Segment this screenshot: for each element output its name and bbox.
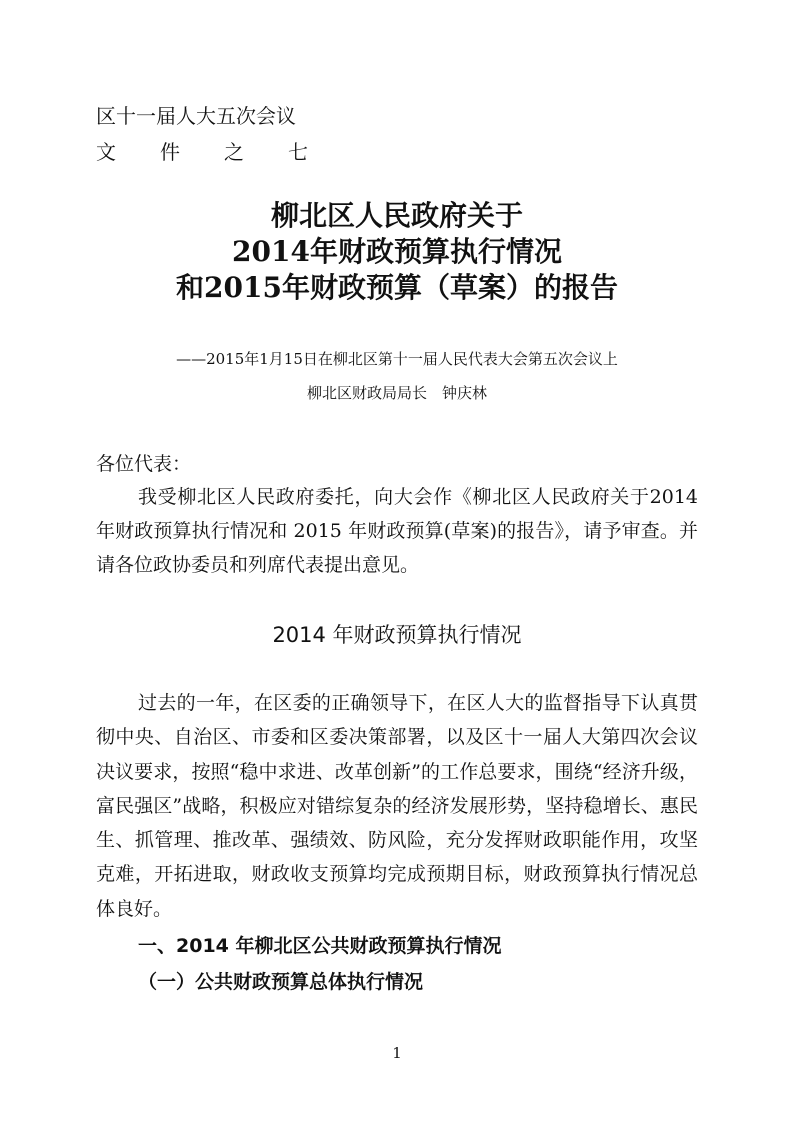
speaker-line: 柳北区财政局局长 钟庆林 bbox=[306, 384, 487, 402]
report-title-line-2: 2014年财政预算执行情况 bbox=[232, 235, 562, 268]
meeting-header: 区十一届人大五次会议 bbox=[96, 104, 296, 128]
page-number: 1 bbox=[392, 1044, 402, 1062]
intro-paragraph: 我受柳北区人民政府委托，向大会作《柳北区人民政府关于2014 年财政预算执行情况和 2015 年财政预算(草案)的报告》，请予审查。并请各位政协委员和列席代表提出意见。 bbox=[96, 486, 698, 576]
report-title-line-1: 柳北区人民政府关于 bbox=[270, 199, 523, 232]
report-title-line-3: 和2015年财政预算（草案）的报告 bbox=[176, 271, 618, 304]
salutation: 各位代表： bbox=[96, 453, 192, 475]
meeting-date-line: ——2015年1月15日在柳北区第十一届人民代表大会第五次会议上 bbox=[176, 350, 618, 368]
heading-level-2: （一）公共财政预算总体执行情况 bbox=[138, 971, 424, 993]
section-paragraph: 过去的一年，在区委的正确领导下，在区人大的监督指导下认真贯彻中央、自治区、市委和区委决策部署，以及区十一届人大第四次会议决议要求，按照“稳中求进、改革创新”的工作总要求，围绕“经济升级，富民强区”战略，积极应对错综复杂的经济发展形势，坚持稳增长、惠民生、抓管理、推改革、强绩效、防风险，充分发挥财政职能作用，攻坚克难，开拓进取，财政收支预算均完成预期目标，财政预算执行情况总体良好。 bbox=[96, 692, 698, 920]
heading-level-1: 一、2014 年柳北区公共财政预算执行情况 bbox=[138, 935, 502, 957]
section-heading: 2014 年财政预算执行情况 bbox=[272, 623, 522, 647]
document-number: 文件之七 bbox=[96, 140, 352, 164]
